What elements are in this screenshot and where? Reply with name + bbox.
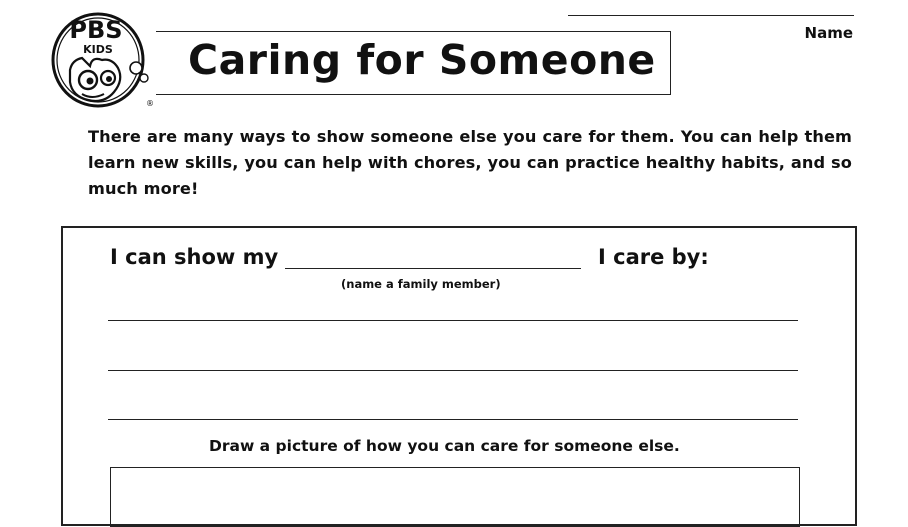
- logo-text-pbs: PBS: [69, 16, 123, 44]
- intro-paragraph: There are many ways to show someone else you care for them. You can help them learn new skills, you can help with chores, you can practice healthy habits, and so much more!: [88, 127, 852, 198]
- answer-line[interactable]: [108, 320, 798, 321]
- name-field[interactable]: [568, 15, 854, 16]
- answer-line[interactable]: [108, 419, 798, 420]
- answer-line[interactable]: [108, 370, 798, 371]
- prompt-end: I care by:: [598, 245, 709, 269]
- draw-caption: Draw a picture of how you can care for someone else.: [209, 437, 680, 455]
- pbs-kids-logo: [48, 8, 164, 118]
- logo-registered: ®: [146, 99, 154, 108]
- family-member-hint: (name a family member): [341, 277, 501, 291]
- name-label: Name: [804, 24, 853, 42]
- logo-text-kids: KIDS: [83, 43, 113, 56]
- prompt-start: I can show my: [110, 245, 279, 269]
- drawing-area[interactable]: [110, 467, 800, 527]
- family-member-field[interactable]: [285, 268, 581, 269]
- page-title: Caring for Someone: [188, 36, 656, 84]
